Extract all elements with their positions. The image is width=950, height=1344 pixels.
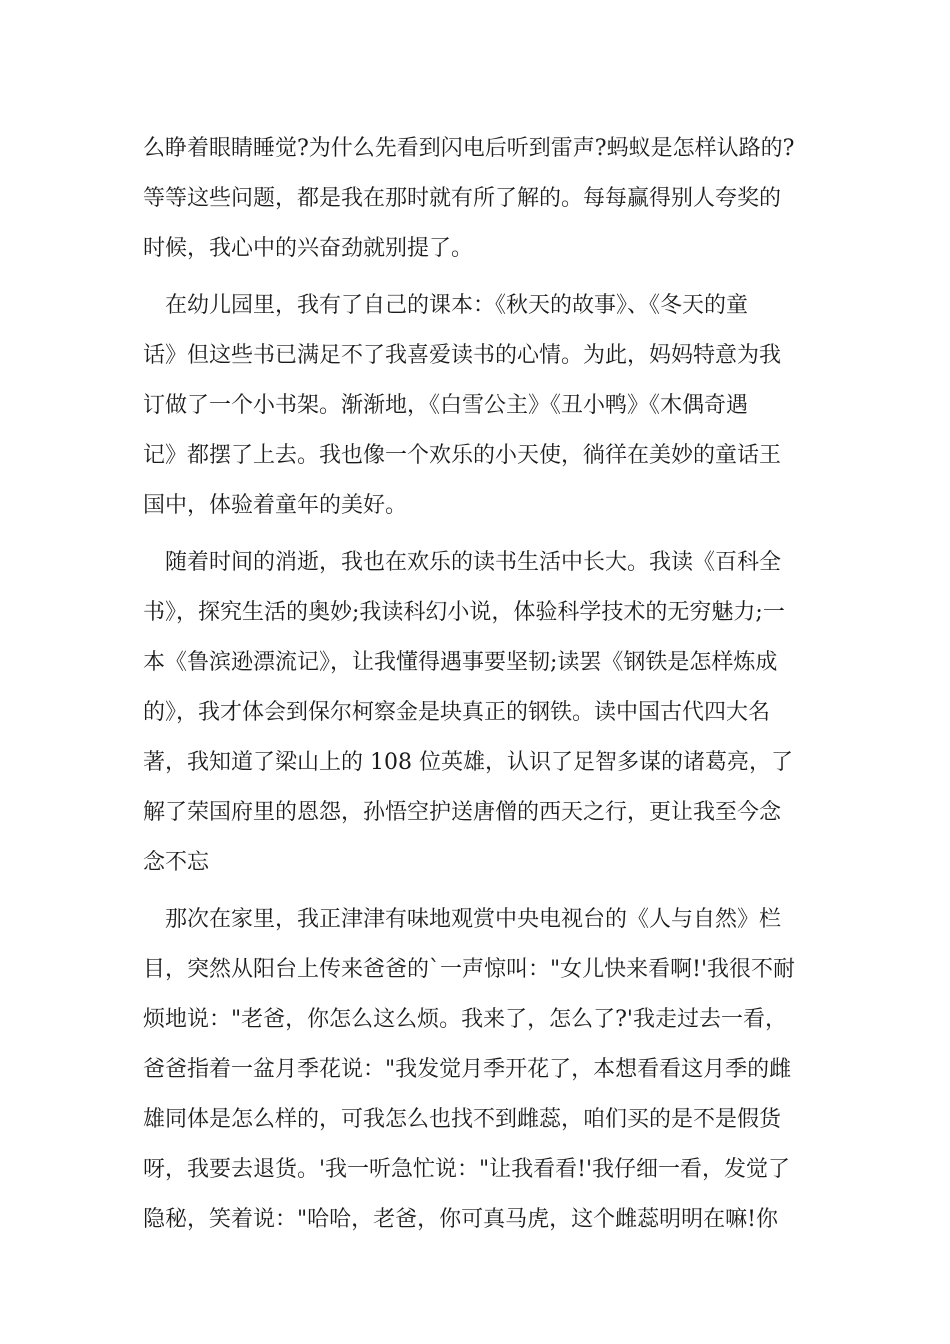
paragraph-3-line-3: 本《鲁滨逊漂流记》，让我懂得遇事要坚韧;读罢《钢铁是怎样炼成: [143, 650, 778, 675]
paragraph-2-line-5: 国中，体验着童年的美好。: [143, 493, 408, 518]
paragraph-1-line-2: 等等这些问题，都是我在那时就有所了解的。每每赢得别人夸奖的: [143, 186, 782, 211]
paragraph-3-line-7: 念不忘: [143, 850, 210, 875]
paragraph-3-line-1: 随着时间的消逝，我也在欢乐的读书生活中长大。我读《百科全: [165, 550, 782, 575]
paragraph-4-line-1: 那次在家里，我正津津有味地观赏中央电视台的《人与自然》栏: [165, 907, 782, 932]
paragraph-2-line-2: 话》但这些书已满足不了我喜爱读书的心情。为此，妈妈特意为我: [143, 343, 782, 368]
paragraph-4-line-5: 雄同体是怎么样的，可我怎么也找不到雌蕊，咱们买的是不是假货: [143, 1107, 782, 1132]
paragraph-2-line-3: 订做了一个小书架。渐渐地，《白雪公主》《丑小鸭》《木偶奇遇: [143, 393, 749, 418]
paragraph-4-line-6: 呀，我要去退货。'我一听急忙说："让我看看!'我仔细一看，发觉了: [143, 1157, 791, 1182]
paragraph-2-line-4: 记》都摆了上去。我也像一个欢乐的小天使，徜徉在美妙的童话王: [143, 443, 782, 468]
paragraph-1-line-1: 么睁着眼睛睡觉?为什么先看到闪电后听到雷声?蚂蚁是怎样认路的?: [143, 136, 795, 161]
paragraph-4-line-4: 爸爸指着一盆月季花说："我发觉月季开花了，本想看看这月季的雌: [143, 1057, 792, 1082]
paragraph-2-line-1: 在幼儿园里，我有了自己的课本：《秋天的故事》、《冬天的童: [165, 293, 749, 318]
paragraph-3-line-6: 解了荣国府里的恩怨，孙悟空护送唐僧的西天之行，更让我至今念: [143, 800, 782, 825]
document-body: [143, 124, 808, 1245]
paragraph-gap: [143, 531, 808, 538]
paragraph-3-line-2: 书》，探究生活的奥妙;我读科幻小说，体验科学技术的无穷魅力;一: [143, 600, 785, 625]
paragraph-1-line-3: 时候，我心中的兴奋劲就别提了。: [143, 236, 474, 261]
paragraph-4-line-7: 隐秘，笑着说："哈哈，老爸，你可真马虎，这个雌蕊明明在嘛!你: [143, 1207, 778, 1232]
paragraph-gap: [143, 888, 808, 895]
paragraph-4-line-2: 目，突然从阳台上传来爸爸的`一声惊叫："女儿快来看啊!'我很不耐: [143, 957, 796, 982]
paragraph-3-line-4: 的》，我才体会到保尔柯察金是块真正的钢铁。读中国古代四大名: [143, 700, 771, 725]
paragraph-gap: [143, 274, 808, 281]
paragraph-3-line-5: 著，我知道了梁山上的 108 位英雄，认识了足智多谋的诸葛亮，了: [143, 750, 793, 775]
paragraph-4-line-3: 烦地说："老爸，你怎么这么烦。我来了，怎么了?'我走过去一看，: [143, 1007, 787, 1032]
